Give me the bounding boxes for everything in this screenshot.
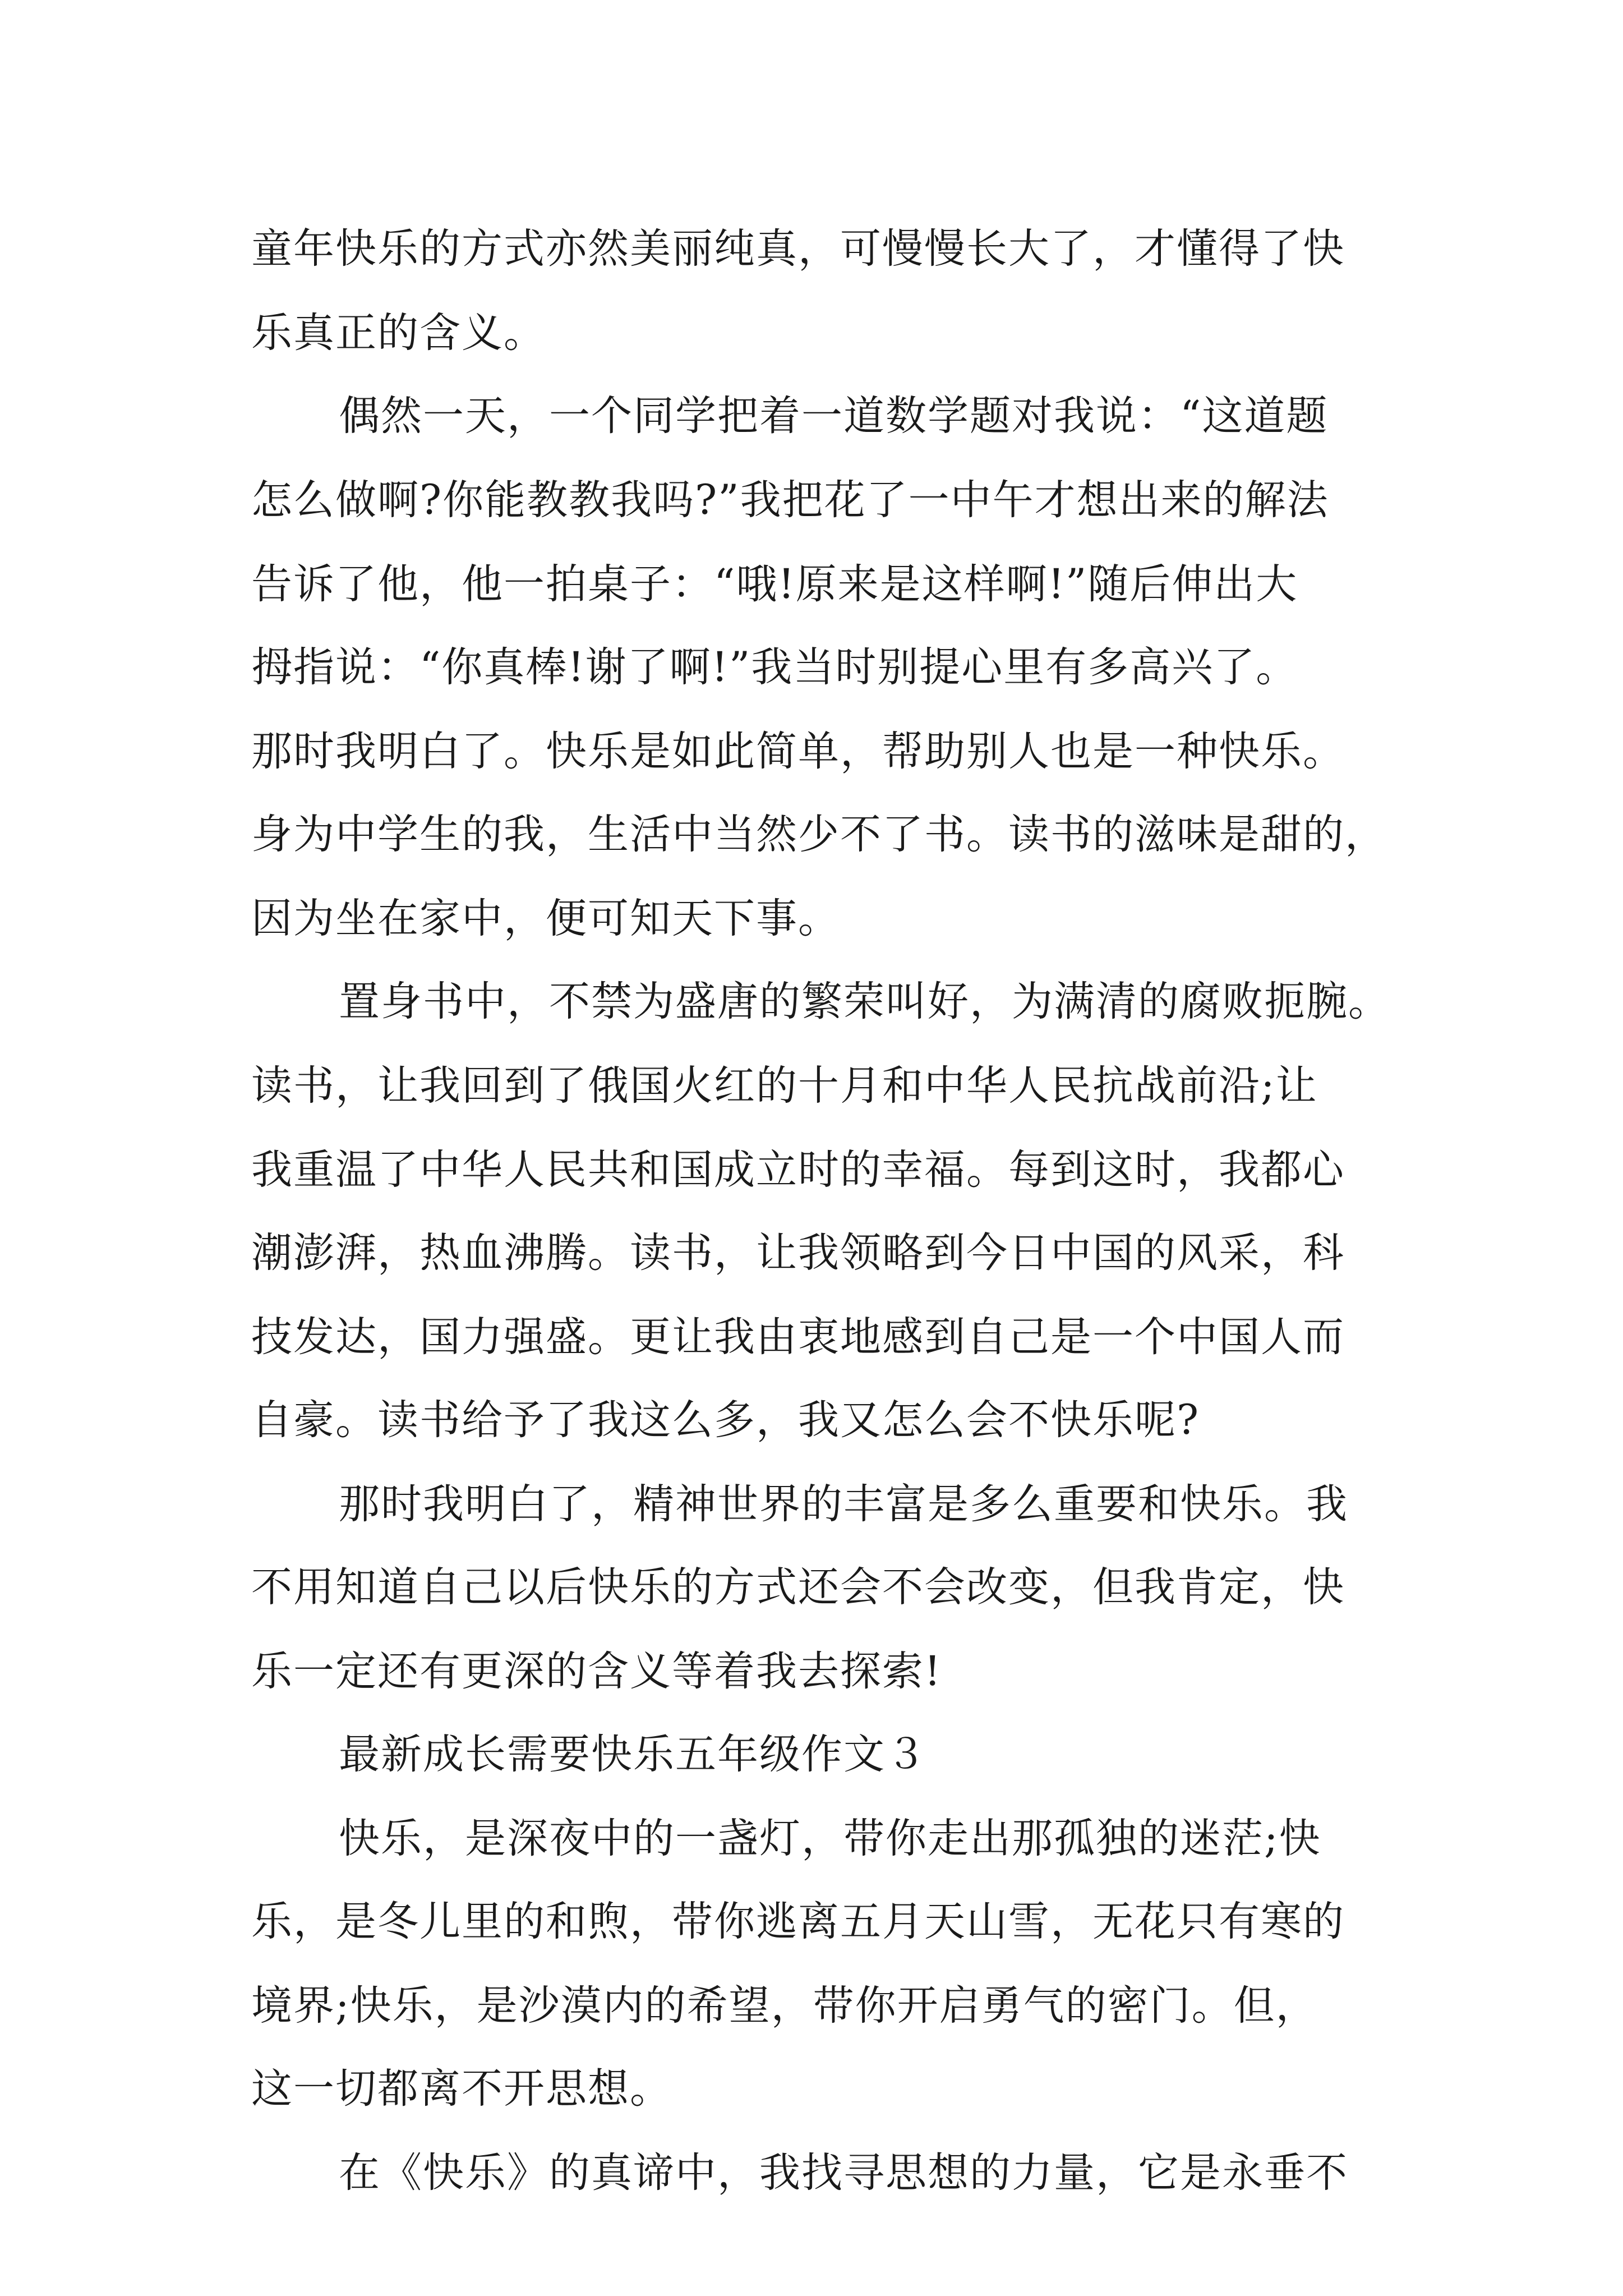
text-line-3: 偶然一天，一个同学把着一道数学题对我说：“这道题 [339, 392, 1329, 440]
text-line-1: 童年快乐的方式亦然美丽纯真，可慢慢长大了，才懂得了快 [251, 225, 1345, 273]
text-line-17: 不用知道自己以后快乐的方式还会不会改变，但我肯定，快 [251, 1563, 1345, 1611]
text-line-12: 我重温了中华人民共和国成立时的幸福。每到这时，我都心 [251, 1146, 1345, 1194]
text-line-18: 乐一定还有更深的含义等着我去探索! [251, 1648, 942, 1695]
text-line-6: 拇指说：“你真棒!谢了啊!”我当时别提心里有多高兴了。 [251, 643, 1298, 691]
text-line-10: 置身书中，不禁为盛唐的繁荣叫好，为满清的腐败扼腕。 [339, 978, 1390, 1025]
text-line-13: 潮澎湃，热血沸腾。读书，让我领略到今日中国的风采，科 [251, 1229, 1345, 1277]
text-line-15: 自豪。读书给予了我这么多，我又怎么会不快乐呢? [251, 1396, 1200, 1444]
text-line-14: 技发达，国力强盛。更让我由衷地感到自己是一个中国人而 [251, 1313, 1345, 1361]
text-line-16: 那时我明白了，精神世界的丰富是多么重要和快乐。我 [339, 1480, 1348, 1528]
text-line-23: 这一切都离不开思想。 [251, 2065, 672, 2113]
text-line-22: 境界;快乐，是沙漠内的希望，带你开启勇气的密门。但， [251, 1982, 1318, 2030]
text-line-9: 因为坐在家中，便可知天下事。 [251, 895, 840, 942]
text-line-2: 乐真正的含义。 [251, 309, 546, 357]
text-line-4: 怎么做啊?你能教教我吗?”我把花了一中午才想出来的解法 [251, 476, 1329, 524]
text-line-20: 快乐，是深夜中的一盏灯，带你走出那孤独的迷茫;快 [339, 1815, 1321, 1862]
text-line-7: 那时我明白了。快乐是如此简单，帮助别人也是一种快乐。 [251, 728, 1345, 775]
text-line-11: 读书，让我回到了俄国火红的十月和中华人民抗战前沿;让 [251, 1062, 1318, 1110]
section-heading: 最新成长需要快乐五年级作文３ [339, 1731, 928, 1778]
text-line-24: 在《快乐》的真谛中，我找寻思想的力量，它是永垂不 [339, 2149, 1348, 2197]
text-line-21: 乐，是冬儿里的和煦，带你逃离五月天山雪，无花只有寒的 [251, 1898, 1345, 1945]
text-line-5: 告诉了他，他一拍桌子：“哦!原来是这样啊!”随后伸出大 [251, 560, 1298, 608]
text-line-8: 身为中学生的我，生活中当然少不了书。读书的滋味是甜的， [251, 811, 1387, 858]
